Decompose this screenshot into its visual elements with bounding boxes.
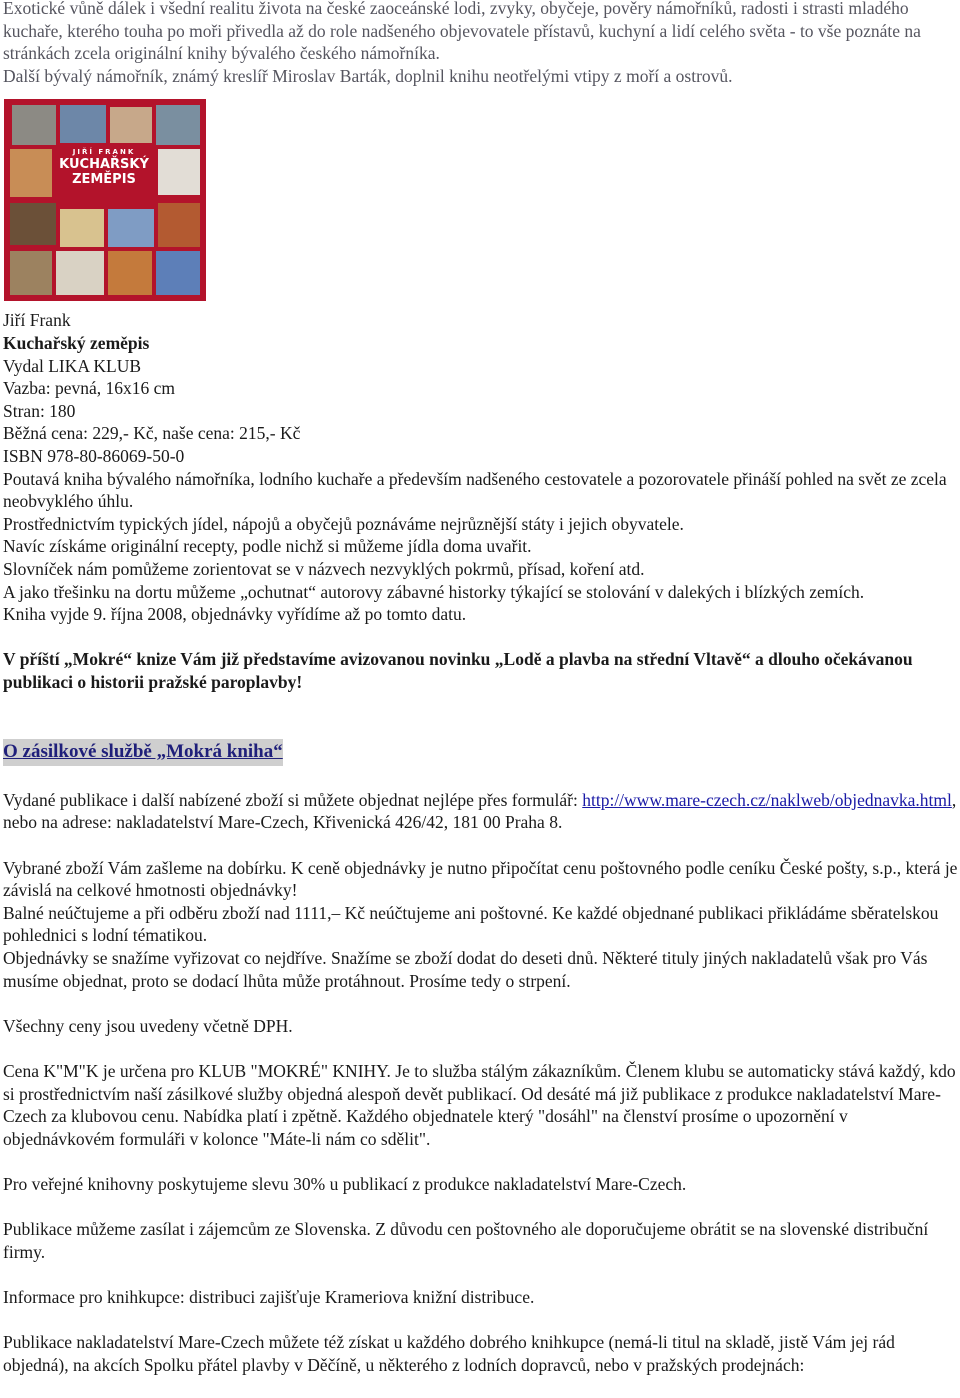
intro-paragraph: Exotické vůně dálek i všední realitu života na české zaoceánské lodi, zvyky, obyčeje, pověry námořníků, radosti i strasti mladého kuchaře, kterého touha po moři přivedla až do role nadšeného objevovatele přístavů, kuchyní a lidí celého světa - to vše poznáte na stránkách zcela originální knihy bývalého českého námořníka. xyxy=(3,0,921,64)
intro-paragraph: Další bývalý námořník, známý kreslíř Miroslav Barták, doplnil knihu neotřelými vtipy z moří a ostrovů. xyxy=(3,65,733,86)
slovakia-paragraph: Publikace můžeme zasílat i zájemcům ze Slovenska. Z důvodu cen poštovného ale doporučujeme obrátit se na slovenské distribuční firmy. xyxy=(3,1219,929,1262)
book-pages: Stran: 180 xyxy=(3,400,76,421)
delivery-paragraph: Objednávky se snažíme vyřizovat co nejdříve. Snažíme se zboží dodat do deseti dnů. Některé tituly jiných nakladatelů však pro Vás musíme objednat, proto se dodací lhůta může protáhnout. Prosíme tedy o strpení. xyxy=(3,948,928,991)
shops-paragraph: Publikace nakladatelství Mare-Czech můžete též získat u každého dobrého knihkupce (nemá-li titul na skladě, jistě Vám jej rád objedná), na akcích Spolku přátel plavby v Děčíně, u některého z lodních dopravců, nebo v pražských prodejnách: xyxy=(3,1332,895,1375)
book-cover-image[interactable] xyxy=(4,99,206,301)
book-author: Jiří Frank xyxy=(3,310,71,331)
book-description: Poutavá kniha bývalého námořníka, lodního kuchaře a především nadšeného cestovatele a pozorovatele přináší pohled na svět ze zcela neobvyklého úhlu. xyxy=(3,468,947,512)
section-heading: O zásilkové službě „Mokrá kniha“ xyxy=(3,739,283,767)
club-paragraph: Cena K"M"K je určena pro KLUB "MOKRÉ" KNIHY. Je to služba stálým zákazníkům. Členem klubu se automaticky stává každý, kdo si prostřednictvím naší zásilkové služby objedná alespoň devět publikací. Od desáté má již publikace z produkce nakladatelství Mare-Czech za klubovou cenu. Nabídka platí i zpětně. Každého objednatele který "dosáhl" na členství prosíme o upozornění v objednávkovém formuláři v kolonce "Máte-li nám co sdělit". xyxy=(3,1060,956,1149)
book-price: Běžná cena: 229,- Kč, naše cena: 215,- Kč xyxy=(3,423,301,444)
order-form-link[interactable]: http://www.mare-czech.cz/naklweb/objednavka.html xyxy=(582,789,952,810)
order-text: Vydané publikace i další nabízené zboží si můžete objednat nejlépe přes formulář: xyxy=(3,789,583,810)
book-isbn: ISBN 978-80-86069-50-0 xyxy=(3,445,185,466)
announcement: V příští „Mokré“ knize Vám již představíme avizovanou novinku „Lodě a plavba na střední Vltavě“ a dlouho očekávanou publikaci o historii pražské paroplavby! xyxy=(3,649,913,692)
booksellers-paragraph: Informace pro knihkupce: distribuci zajišťuje Krameriova knižní distribuce. xyxy=(3,1286,535,1307)
delivery-paragraph: Balné neúčtujeme a při odběru zboží nad 1111,– Kč neúčtujeme ani poštovné. Ke každé objednané publikaci přikládáme sběratelskou pohlednici s lodní tématikou. xyxy=(3,902,939,946)
book-binding: Vazba: pevná, 16x16 cm xyxy=(3,378,176,399)
book-release-note: Kniha vyjde 9. října 2008, objednávky vyřídíme až po tomto datu. xyxy=(3,604,467,625)
order-address: , nebo na adrese: nakladatelství Mare-Czech, Křivenická 426/42, 181 00 Praha 8. xyxy=(3,789,957,833)
book-description: Slovníček nám pomůžeme zorientovat se v názvech nezvyklých pokrmů, přísad, koření atd. xyxy=(3,558,645,579)
book-description: Navíc získáme originální recepty, podle nichž si můžeme jídla doma uvařit. xyxy=(3,536,532,557)
book-publisher: Vydal LIKA KLUB xyxy=(3,355,142,376)
book-description: A jako třešinku na dortu můžeme „ochutnat“ autorovy zábavné historky týkající se stolování v dalekých i blízkých zemích. xyxy=(3,581,865,602)
delivery-paragraph: Vybrané zboží Vám zašleme na dobírku. K ceně objednávky je nutno připočítat cenu poštovného podle ceníku České pošty, s.p., která je závislá na celkové hmotnosti objednávky! xyxy=(3,857,958,901)
vat-note: Všechny ceny jsou uvedeny včetně DPH. xyxy=(3,1015,293,1036)
cover-author: JIŘÍ FRANK xyxy=(72,148,136,157)
book-cover-title xyxy=(56,147,152,205)
page xyxy=(3,0,959,1376)
book-title: Kuchařský zeměpis xyxy=(3,332,150,353)
order-paragraph xyxy=(3,789,959,834)
cover-title-line: ZEMĚPIS xyxy=(72,172,136,188)
libraries-paragraph: Pro veřejné knihovny poskytujeme slevu 30% u publikací z produkce nakladatelství Mare-Czech. xyxy=(3,1173,687,1194)
cover-title-line: KUCHAŘSKÝ xyxy=(59,157,149,173)
book-description: Prostřednictvím typických jídel, nápojů a obyčejů poznáváme nejrůznější státy i jejich obyvatele. xyxy=(3,513,684,534)
